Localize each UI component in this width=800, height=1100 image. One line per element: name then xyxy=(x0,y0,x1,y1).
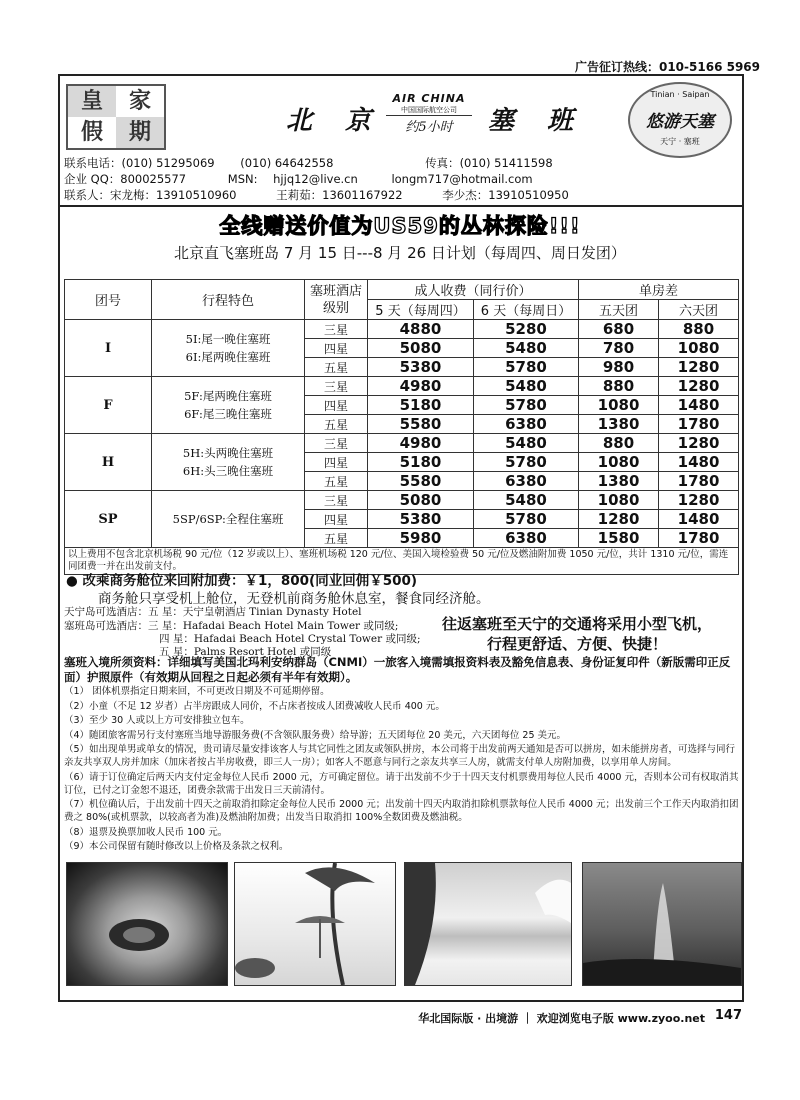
terms-item: （1） 团体机票指定日期来回，不可更改日期及不可延期停留。 xyxy=(64,686,330,697)
price-5d: 4880 xyxy=(368,320,474,339)
single-5d: 1080 xyxy=(579,453,659,472)
price-5d: 4980 xyxy=(368,377,474,396)
price-row xyxy=(65,377,739,396)
price-5d: 5980 xyxy=(368,529,474,548)
price-6d: 5780 xyxy=(474,510,579,529)
price-table xyxy=(64,279,739,575)
photo-blowhole xyxy=(582,862,742,986)
qq-number: 800025577 xyxy=(120,172,187,186)
price-row xyxy=(65,320,739,339)
phone-1: (010) 51295069 xyxy=(121,156,215,170)
contact-person-1: 宋龙梅：13910510960 xyxy=(110,188,237,202)
price-6d: 5780 xyxy=(474,396,579,415)
price-row xyxy=(65,434,739,453)
callout-line-1: 往返塞班至天宁的交通将采用小型飞机， xyxy=(441,615,712,633)
beach-rock-graphic xyxy=(405,863,571,985)
photo-beach-rock xyxy=(404,862,572,986)
single-6d: 1280 xyxy=(659,358,739,377)
group-code: F xyxy=(65,377,152,434)
price-6d: 5480 xyxy=(474,434,579,453)
photo-beach-umbrella xyxy=(234,862,396,986)
single-6d: 1280 xyxy=(659,377,739,396)
terms-item: （2）小童（不足 12 岁者）占半房跟成人同价，不占床者按成人团费减收人民币 400 元。 xyxy=(64,700,445,712)
price-6d: 5480 xyxy=(474,377,579,396)
contact-person-row xyxy=(64,187,569,203)
col-header-hotel: 塞班酒店级别 xyxy=(305,280,368,320)
hotel-level: 四星 xyxy=(305,396,368,415)
msn-address: hjjq12@live.cn xyxy=(273,172,358,186)
single-6d: 880 xyxy=(659,320,739,339)
photo-island-aerial xyxy=(66,862,228,986)
single-5d: 1080 xyxy=(579,491,659,510)
single-6d: 1480 xyxy=(659,453,739,472)
price-5d: 4980 xyxy=(368,434,474,453)
hotel-tinian: 天宁岛可选酒店：五 星：天宁皇朝酒店 Tinian Dynasty Hotel xyxy=(64,606,362,618)
visa-requirements: 塞班入境所须资料：详细填写美国北玛利安纳群岛（CNMI）一旅客入境需填报资料表及豁免信息表、身份证复印件（新版需印正反面）护照原件（有效期从回程之日起必须有半年有效期）。 xyxy=(64,655,731,684)
hotel-level: 五星 xyxy=(305,472,368,491)
hotel-level: 五星 xyxy=(305,415,368,434)
single-5d: 1380 xyxy=(579,415,659,434)
business-upgrade-note: 商务舱只享受机上舱位，无登机前商务舱休息室，餐食同经济舱。 xyxy=(98,591,490,607)
single-6d: 1280 xyxy=(659,434,739,453)
hotel-level: 五星 xyxy=(305,358,368,377)
airline-name-cn: 中国国际航空公司 xyxy=(401,106,457,114)
airline-name-en: AIR CHINA xyxy=(392,92,466,105)
hotel-level: 四星 xyxy=(305,453,368,472)
price-6d: 5480 xyxy=(474,339,579,358)
hotel-saipan-3star: 塞班岛可选酒店：三 星：Hafadai Beach Hotel Main Tower 或同级; xyxy=(64,620,399,632)
single-5d: 680 xyxy=(579,320,659,339)
price-6d: 6380 xyxy=(474,415,579,434)
itinerary xyxy=(152,320,305,377)
itinerary-line: 6H:头三晚住塞班 xyxy=(182,464,274,478)
price-6d: 5780 xyxy=(474,453,579,472)
promo-headline: 全线赠送价值为US59的丛林探险!!! xyxy=(219,214,581,238)
col-header-adult: 成人收费（同行价） xyxy=(368,280,579,300)
brand-logo xyxy=(66,84,166,150)
single-6d: 1080 xyxy=(659,339,739,358)
fax-label: 传真： xyxy=(425,156,460,170)
partner-logo-bottom: 天宁 · 塞班 xyxy=(660,137,700,146)
single-5d: 1080 xyxy=(579,396,659,415)
col-header-5s: 五天团 xyxy=(579,300,659,320)
price-5d: 5180 xyxy=(368,453,474,472)
email-address: longm717@hotmail.com xyxy=(391,172,533,186)
page-number: 147 xyxy=(714,1008,742,1023)
itinerary xyxy=(152,377,305,434)
price-6d: 6380 xyxy=(474,529,579,548)
hotel-level: 三星 xyxy=(305,320,368,339)
blowhole-graphic xyxy=(583,863,741,985)
single-5d: 1280 xyxy=(579,510,659,529)
hotel-saipan-4star: 四 星：Hafadai Beach Hotel Crystal Tower 或同级; xyxy=(159,633,421,645)
transport-callout xyxy=(412,614,742,654)
group-code: I xyxy=(65,320,152,377)
itinerary-line: 5I:尾一晚住塞班 xyxy=(185,332,271,346)
price-5d: 5380 xyxy=(368,358,474,377)
group-code: SP xyxy=(65,491,152,548)
terms-item: （4）随团旅客需另行支付塞班当地导游服务费(不含领队服务费）给导游；五天团每位 20 美元，六天团每位 25 美元。 xyxy=(64,729,567,741)
contact-person-2: 王莉茹：13601167922 xyxy=(276,188,403,202)
price-5d: 5080 xyxy=(368,339,474,358)
contact-online-row xyxy=(64,171,533,187)
hotel-saipan-5star: 五 星：Palms Resort Hotel 或同级 xyxy=(159,646,332,658)
col-header-itinerary: 行程特色 xyxy=(152,280,305,320)
brand-char: 皇 xyxy=(80,88,103,114)
terms-item: （7）机位确认后，于出发前十四天之前取消扣除定金每位人民币 2000 元；出发前十四天内取消扣除机票款每位人民币 4000 元；出发前三个工作天内取消扣团费之 80%(或机票款，以较高者为准)及燃油附加费；出发当日取消扣 100%全数团费及燃油税。 xyxy=(64,799,739,823)
group-code: H xyxy=(65,434,152,491)
footer-text: 华北国际版 · 出境游 ｜ 欢迎浏览电子版 www.zyoo.net xyxy=(418,1012,705,1025)
single-6d: 1780 xyxy=(659,415,739,434)
airline-logo xyxy=(386,92,472,135)
single-5d: 880 xyxy=(579,377,659,396)
col-header-single: 单房差 xyxy=(579,280,739,300)
hotel-level: 四星 xyxy=(305,510,368,529)
col-header-6d: 6 天（每周日） xyxy=(474,300,579,320)
price-5d: 5580 xyxy=(368,472,474,491)
itinerary-line: 5H:头两晚住塞班 xyxy=(182,446,274,460)
schedule-subhead: 北京直飞塞班岛 7 月 15 日---8 月 26 日计划（每周四、周日发团） xyxy=(174,244,626,262)
col-header-6s: 六天团 xyxy=(659,300,739,320)
terms-list xyxy=(64,685,744,855)
contact-phone-row xyxy=(64,155,553,171)
price-5d: 5580 xyxy=(368,415,474,434)
terms-item: （5）如出现单男或单女的情况，贵司请尽量安排该客人与其它同性之团友或领队拼房，本公司将于出发前两天通知是否可以拼房，如未能拼房者，可选择与同行亲友共享双人房并加床（加床者按占半房收费，即三人一房）；如客人不愿意与同行之亲友共享三人房，就需支付单人房附加费，以享用单人房间。 xyxy=(64,744,736,768)
price-5d: 5180 xyxy=(368,396,474,415)
partner-logo-name: 悠游天塞 xyxy=(646,112,714,132)
phone-2: (010) 64642558 xyxy=(240,156,334,170)
itinerary xyxy=(152,434,305,491)
single-5d: 780 xyxy=(579,339,659,358)
single-5d: 1380 xyxy=(579,472,659,491)
price-6d: 5480 xyxy=(474,491,579,510)
brand-char: 期 xyxy=(128,119,151,145)
hotel-level: 四星 xyxy=(305,339,368,358)
fax-number: (010) 51411598 xyxy=(459,156,553,170)
msn-label: MSN: xyxy=(227,172,258,186)
business-upgrade: ● 改乘商务舱位来回附加费：￥1，800(同业回佣￥500) xyxy=(66,573,418,589)
beach-umbrella-graphic xyxy=(235,863,395,985)
brand-char: 假 xyxy=(68,117,116,148)
route-destination: 塞 班 xyxy=(488,106,586,136)
itinerary-line: 6I:尾两晚住塞班 xyxy=(185,350,271,364)
price-row xyxy=(65,491,739,510)
callout-line-2: 行程更舒适、方便、快捷！ xyxy=(486,635,667,653)
flight-duration: 约5小时 xyxy=(386,115,472,135)
single-6d: 1280 xyxy=(659,491,739,510)
phone-label: 联系电话： xyxy=(64,156,122,170)
single-6d: 1480 xyxy=(659,396,739,415)
qq-label: 企业 QQ： xyxy=(64,172,121,186)
terms-item: （6）请于订位确定后两天内支付定金每位人民币 2000 元，方可确定留位。请于出发前不少于十四天支付机票费用每位人民币 4000 元，否则本公司有权取消其订位，已付之订金恕不退还，团费余款需于出发日三天前清付。 xyxy=(64,771,739,796)
hotel-level: 三星 xyxy=(305,377,368,396)
price-note: 以上费用不包含北京机场税 90 元/位（12 岁或以上）、塞班机场税 120 元/位、美国入境检验费 50 元/位及燃油附加费 1050 元/位，共计 1310 元/位，需连同团费一并在出发前支付。 xyxy=(65,548,739,575)
hotel-level: 三星 xyxy=(305,434,368,453)
terms-item: （8）退票及换票加收人民币 100 元。 xyxy=(64,826,228,838)
hotel-level: 三星 xyxy=(305,491,368,510)
single-5d: 1580 xyxy=(579,529,659,548)
partner-logo xyxy=(628,82,732,158)
partner-logo-top: Tinian · Saipan xyxy=(650,90,710,99)
terms-item: （9）本公司保留有随时修改以上价格及条款之权利。 xyxy=(64,841,289,852)
price-6d: 5280 xyxy=(474,320,579,339)
route-origin: 北 京 xyxy=(286,106,384,136)
single-6d: 1780 xyxy=(659,472,739,491)
single-6d: 1480 xyxy=(659,510,739,529)
col-header-5d: 5 天（每周四） xyxy=(368,300,474,320)
brand-char: 家 xyxy=(116,86,164,117)
col-header-group: 团号 xyxy=(65,280,152,320)
single-6d: 1780 xyxy=(659,529,739,548)
person-label: 联系人： xyxy=(64,188,110,202)
ad-hotline: 广告征订热线：010-5166 5969 xyxy=(574,60,760,74)
divider xyxy=(58,205,744,207)
contact-person-3: 李少杰：13910510950 xyxy=(442,188,569,202)
hotel-level: 五星 xyxy=(305,529,368,548)
itinerary-line: 5SP/6SP:全程住塞班 xyxy=(172,512,284,526)
price-6d: 5780 xyxy=(474,358,579,377)
single-5d: 880 xyxy=(579,434,659,453)
itinerary xyxy=(152,491,305,548)
price-5d: 5080 xyxy=(368,491,474,510)
island-aerial-graphic xyxy=(67,863,227,985)
price-5d: 5380 xyxy=(368,510,474,529)
terms-item: （3）至少 30 人或以上方可安排独立包车。 xyxy=(64,715,250,726)
single-5d: 980 xyxy=(579,358,659,377)
itinerary-line: 5F:尾两晚住塞班 xyxy=(184,389,272,403)
itinerary-line: 6F:尾三晚住塞班 xyxy=(184,407,272,421)
price-6d: 6380 xyxy=(474,472,579,491)
